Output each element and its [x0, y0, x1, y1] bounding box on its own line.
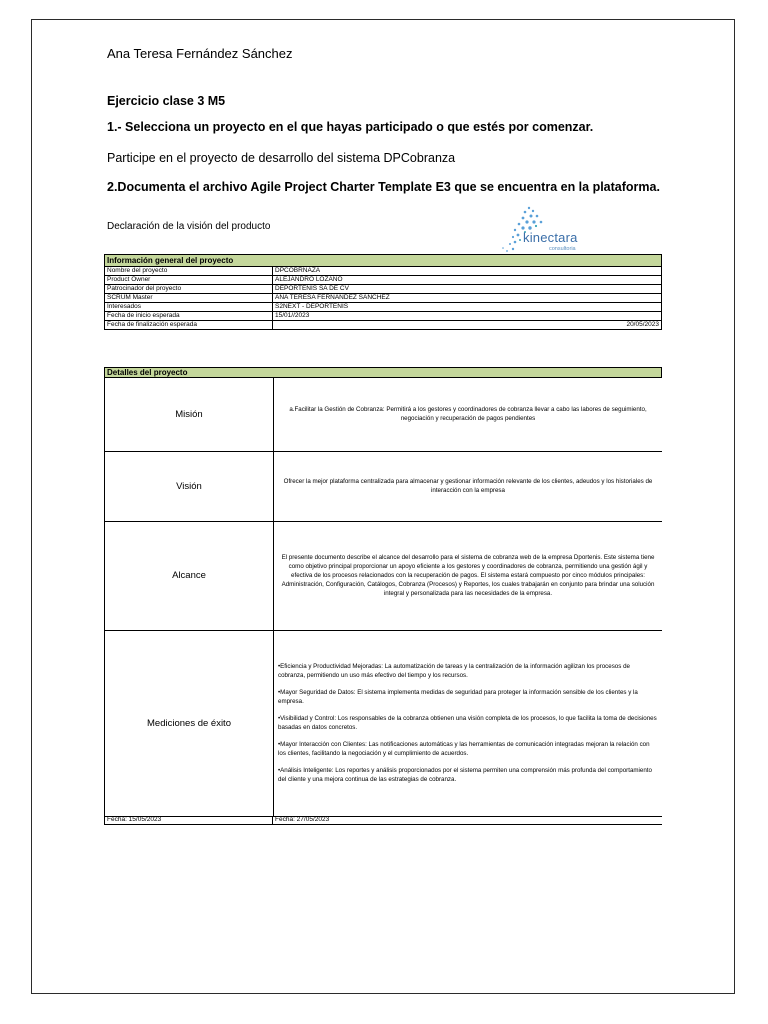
- footer-date-right: Fecha: 27/05/2023: [273, 816, 663, 825]
- list-item: •Mayor Seguridad de Datos: El sistema implementa medidas de seguridad para proteger la información sensible de los clientes y la empresa.: [278, 689, 638, 705]
- alcance-text: El presente documento describe el alcance del desarrollo para el sistema de cobranza web de la empresa Dportenis. Este sistema tiene como objetivo principal proporcionar un apoyo eficiente a los gestores y coordinadores de cobranza, permitiendo una gestión ágil y efectiva de los procesos relacionados con la recuperación de pagos. El sistema estará compuesto por cinco módulos principales: Administración, Configuración, Catálogos, Cobranza (Procesos) y Reportes, los cuales trabajarán en conjunto para brindar una solución integral y personalizada para las necesidades de la empresa.: [274, 521, 663, 630]
- list-item: •Análisis Inteligente: Los reportes y análisis proporcionados por el sistema permiten una comprensión más profunda del comportamiento del cliente y una mejora continua de las estrategias de cobranza.: [278, 767, 652, 783]
- table-row: [105, 816, 663, 825]
- vision-text: Ofrecer la mejor plataforma centralizada para almacenar y gestionar información relevante de los clientes, adeudos y los historiales de interacción con la empresa: [274, 451, 663, 521]
- mision-text: a.Facilitar la Gestión de Cobranza: Permitirá a los gestores y coordinadores de cobranza llevar a cabo las labores de seguimiento, negociación y recuperación de pagos pendientes: [274, 378, 663, 451]
- table-row: [105, 294, 662, 303]
- question-2: 2.Documenta el archivo Agile Project Charter Template E3 que se encuentra en la plataforma.: [107, 180, 660, 194]
- mediciones-row: [105, 630, 663, 816]
- table-row: [105, 285, 662, 294]
- footer-date-left: Fecha: 15/05/2023: [105, 816, 273, 825]
- row-label: Patrocinador del proyecto: [105, 285, 273, 294]
- row-value: DPCOBRNAZA: [273, 267, 662, 276]
- answer-1: Participe en el proyecto de desarrollo del sistema DPCobranza: [107, 151, 456, 165]
- table-row: [105, 303, 662, 312]
- table-row: [105, 276, 662, 285]
- declaration-heading: Declaración de la visión del producto: [107, 221, 271, 232]
- vision-label: Visión: [105, 451, 274, 521]
- table-row: [105, 312, 662, 321]
- footer-dates-table: [104, 816, 662, 825]
- info-header: Información general del proyecto: [105, 255, 662, 267]
- vision-row: [105, 451, 663, 521]
- row-value: ANA TERESA FERNANDEZ SANCHEZ: [273, 294, 662, 303]
- row-label: Fecha de finalización esperada: [105, 321, 273, 330]
- row-label: Interesados: [105, 303, 273, 312]
- logo-wordmark: kinectara: [523, 230, 578, 245]
- list-item: •Visibilidad y Control: Los responsables de la cobranza obtienen una visión completa de los procesos, lo que facilita la toma de decisiones basadas en datos concretos.: [278, 715, 657, 731]
- exercise-title: Ejercicio clase 3 M5: [107, 94, 226, 108]
- project-details-table: [104, 378, 662, 817]
- alcance-row: [105, 521, 663, 630]
- row-value: S2NEXT - DEPORTENIS: [273, 303, 662, 312]
- details-header: Detalles del proyecto: [104, 367, 662, 378]
- row-value: 20/05/2023: [273, 321, 662, 330]
- list-item: •Mayor Interacción con Clientes: Las notificaciones automáticas y las herramientas de comunicación integradas mejoran la relación con los clientes, facilitando la negociación y el cumplimiento de acuerdos.: [278, 741, 650, 757]
- mision-label: Misión: [105, 378, 274, 451]
- row-value: 15/01//2023: [273, 312, 662, 321]
- logo-subtitle: consultoria: [549, 246, 576, 252]
- question-1: 1.- Selecciona un proyecto en el que hayas participado o que estés por comenzar.: [107, 120, 594, 134]
- row-label: Product Owner: [105, 276, 273, 285]
- project-info-table: [104, 254, 662, 330]
- mediciones-text: [274, 630, 663, 816]
- document-page: [31, 19, 735, 994]
- row-label: SCRUM Master: [105, 294, 273, 303]
- table-row: [105, 267, 662, 276]
- list-item: •Eficiencia y Productividad Mejoradas: La automatización de tareas y la centralización de la información agilizan los procesos de cobranza, permitiendo un uso más efectivo del tiempo y los recursos.: [278, 663, 630, 679]
- row-label: Fecha de inicio esperada: [105, 312, 273, 321]
- author-name: Ana Teresa Fernández Sánchez: [107, 46, 293, 61]
- row-label: Nombre del proyecto: [105, 267, 273, 276]
- row-value: ALEJANDRO LOZANO: [273, 276, 662, 285]
- row-value: DEPORTENIS SA DE CV: [273, 285, 662, 294]
- mediciones-label: Mediciones de éxito: [105, 630, 274, 816]
- alcance-label: Alcance: [105, 521, 274, 630]
- mision-row: [105, 378, 663, 451]
- table-row: [105, 321, 662, 330]
